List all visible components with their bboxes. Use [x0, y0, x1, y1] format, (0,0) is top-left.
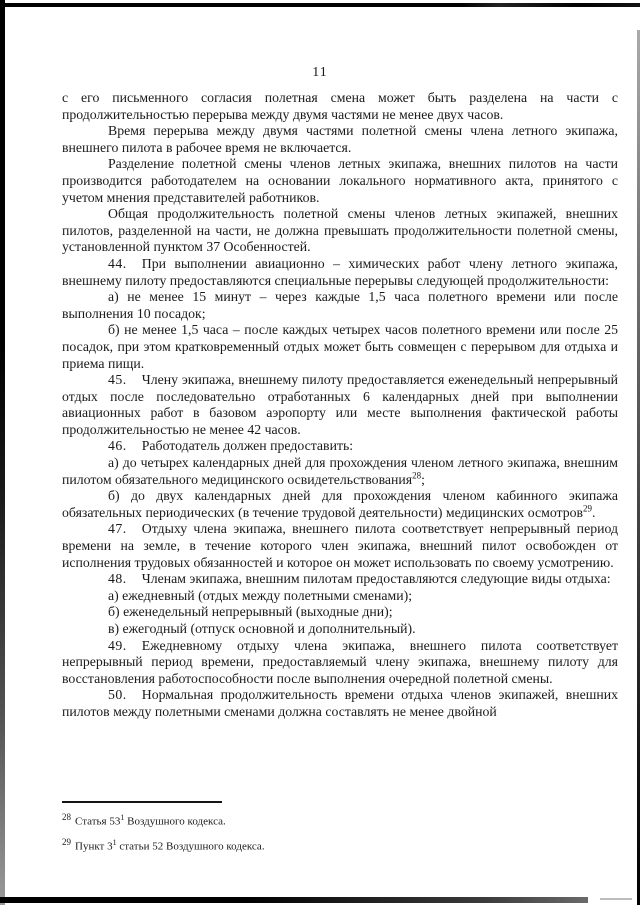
paragraph — [62, 156, 618, 206]
paragraph-text: Членам экипажа, внешним пилотам предоставляются следующие виды отдыха: — [141, 571, 611, 587]
paragraph — [62, 90, 618, 123]
paragraph — [62, 621, 618, 638]
footnote-inner-superscript: 1 — [112, 838, 117, 848]
paragraph-text-after-ref: ; — [421, 471, 425, 487]
paragraph — [62, 322, 618, 372]
scan-edge-left — [0, 0, 5, 905]
footnote-marker: 28 — [62, 812, 71, 822]
document-body — [62, 90, 618, 721]
footnotes — [62, 801, 602, 857]
paragraph — [62, 206, 618, 256]
scan-edge-bottom — [0, 897, 588, 903]
paragraph — [62, 123, 618, 156]
footnote-text-after: Воздушного кодекса. — [124, 815, 226, 828]
paragraph-text: в) ежегодный (отпуск основной и дополнительный). — [108, 621, 416, 636]
paragraph-text: а) не менее 15 минут – через каждые 1,5 часа полетного времени или после выполнения 10 посадок; — [62, 289, 618, 321]
footnote — [62, 832, 602, 857]
footnote-text: Пункт 3 — [75, 840, 113, 853]
paragraph-text: Время перерыва между двумя частями полетной смены члена летного экипажа, внешнего пилота в рабочее время не включается. — [62, 123, 618, 155]
paragraph-number: 45. — [108, 372, 127, 388]
paragraph — [62, 521, 618, 571]
paragraph-text: Разделение полетной смены членов летных экипажа, внешних пилотов на части производится работодателем на основании локального нормативного акта, принятого с учетом мнения представителей работников. — [62, 156, 618, 205]
paragraph — [62, 455, 618, 488]
footnote-marker: 29 — [62, 837, 71, 848]
paragraph — [62, 372, 618, 438]
footnote-ref: 29 — [583, 503, 593, 514]
scan-edge-bottom-dots — [600, 898, 632, 900]
paragraph-number: 46. — [108, 438, 127, 454]
paragraph-text: а) до четырех календарных дней для прохождения членом летного экипажа, внешним пилотом обязательного медицинского освидетельствования — [62, 455, 618, 487]
footnote-text-after: статьи 52 Воздушного кодекса. — [116, 840, 265, 853]
paragraph-text: а) ежедневный (отдых между полетными сменами); — [108, 587, 413, 603]
paragraph-text: Общая продолжительность полетной смены членов летных экипажей, внешних пилотов, разделенной на части, не должна превышать продолжительности полетной смены, установленной пунктом 37 Особенностей. — [62, 206, 618, 255]
paragraph — [62, 488, 618, 521]
paragraph-number: 47. — [108, 521, 127, 537]
paragraph-number: 49. — [108, 637, 127, 653]
scan-edge-top — [0, 3, 640, 7]
paragraph — [62, 604, 618, 621]
footnote — [62, 807, 602, 832]
footnote-separator — [62, 801, 222, 803]
footnote-ref: 28 — [412, 470, 422, 481]
paragraph — [62, 588, 618, 605]
paragraph-number: 48. — [108, 571, 127, 587]
paragraph-text: б) до двух календарных дней для прохождения членом кабинного экипажа обязательных периодических (в течение трудовой деятельности) медицинских осмотров — [62, 488, 618, 520]
paragraph-text: с его письменного согласия полетная смена может быть разделена на части с продолжительностью перерыва между двумя частями не менее двух часов. — [62, 90, 618, 122]
paragraph-text: Нормальная продолжительность времени отдыха членов экипажей, внешних пилотов между полетными сменами должна составлять не менее двойной — [62, 687, 618, 719]
paragraph-text: Отдыху члена экипажа, внешнего пилота соответствует непрерывный период времени на земле, в течение которого член экипажа, внешний пилот освобожден от исполнения трудовых обязанностей и которое он может использовать по своему усмотрению. — [62, 521, 618, 570]
paragraph-text-after-ref: . — [592, 504, 596, 520]
footnote-text: Статья 53 — [75, 815, 121, 828]
page-number: 11 — [312, 65, 328, 80]
paragraph — [62, 438, 618, 455]
paragraph — [62, 289, 618, 322]
paragraph — [62, 638, 618, 688]
paragraph — [62, 571, 618, 588]
paragraph-text: б) еженедельный непрерывный (выходные дни); — [108, 604, 393, 620]
paragraph-text: Работодатель должен предоставить: — [141, 438, 354, 454]
paragraph — [62, 687, 618, 720]
footnote-inner-superscript: 1 — [120, 813, 125, 822]
paragraph-text: б) не менее 1,5 часа – после каждых четырех часов полетного времени или после 25 посадок, при этом кратковременный отдых может быть совмещен с перерывом для отдыха и приема пищи. — [62, 322, 618, 371]
footnote-list — [62, 807, 602, 857]
paragraph-number: 44. — [108, 255, 127, 271]
paragraph-number: 50. — [108, 687, 127, 703]
paragraph — [62, 256, 618, 289]
paragraph-text: Члену экипажа, внешнему пилоту предоставляется еженедельный непрерывный отдых после последовательно отработанных 6 календарных дней при выполнении авиационных работ в базовом аэропорту или месте выполнения фактической работы продолжительностью не менее 42 часов. — [62, 372, 618, 437]
paragraph-text: Ежедневному отдыху члена экипажа, внешнего пилота соответствует непрерывный период времени, предоставляемый члену экипажа, внешнему пилоту для восстановления работоспособности после выполнения очередной полетной смены. — [62, 637, 618, 686]
paragraph-text: При выполнении авиационно – химических работ члену летного экипажа, внешнему пилоту предоставляются специальные перерывы следующей продолжительности: — [62, 255, 618, 288]
